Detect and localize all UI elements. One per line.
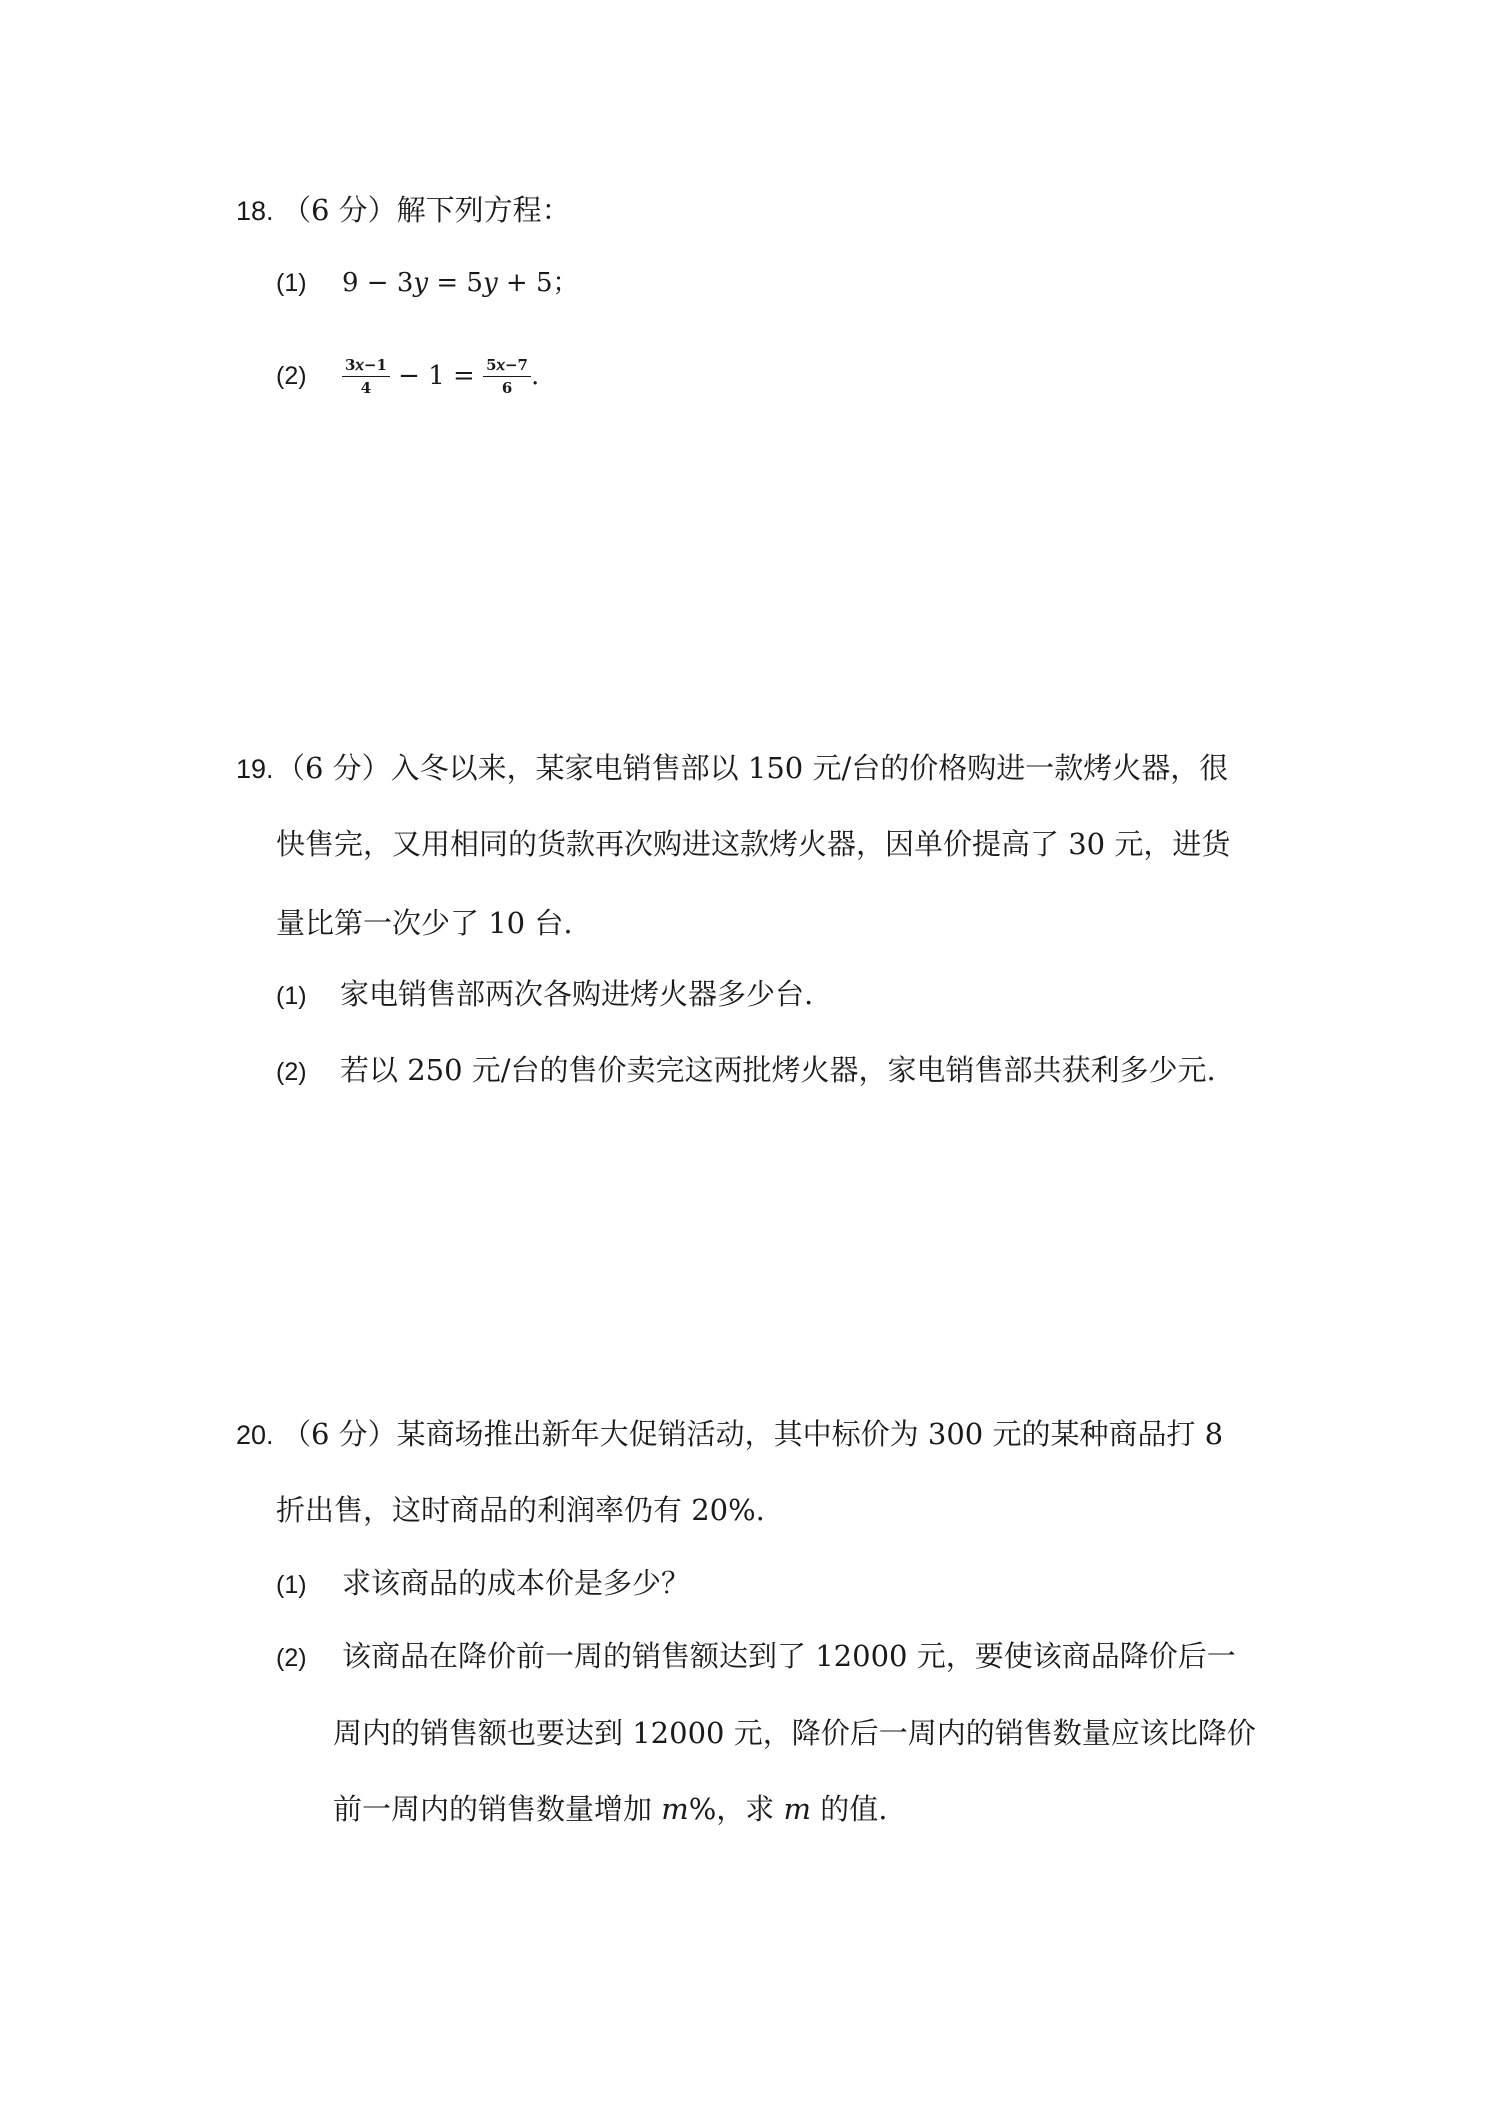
q19-line-3 (276, 903, 573, 943)
q18-number: 18. (236, 196, 274, 226)
q20-part1-text: 求该商品的成本价是多少？ (342, 1566, 691, 1600)
q19-part1 (276, 974, 813, 1016)
q20-part1 (276, 1563, 690, 1605)
q18-fraction-right-denominator: 6 (501, 378, 513, 397)
q18-equation-middle: − 1 = (389, 361, 484, 391)
q19-part1-text: 家电销售部两次各购进烤火器多少台. (340, 977, 814, 1011)
q20-part2-text-2: 周内的销售额也要达到 12000 元，降价后一周内的销售数量应该比降价 (333, 1716, 1256, 1750)
q20-line-1 (236, 1414, 1223, 1455)
q19-part2-text: 若以 250 元/台的售价卖完这两批烤火器，家电销售部共获利多少元. (340, 1053, 1216, 1087)
q20-text-2: 折出售，这时商品的利润率仍有 20%. (276, 1493, 765, 1527)
q19-part2 (276, 1050, 1216, 1092)
q18-header (236, 190, 571, 231)
q18-part2 (276, 354, 539, 397)
q19-part1-label: (1) (276, 982, 307, 1010)
q18-part1-equation: 9 − 3𝑦 = 5𝑦 + 5； (342, 268, 579, 298)
q20-part2-line-3 (333, 1789, 887, 1829)
q19-text-3: 量比第一次少了 10 台. (276, 906, 573, 940)
q20-part2-text-1: 该商品在降价前一周的销售额达到了 12000 元，要使该商品降价后一 (342, 1639, 1236, 1673)
q18-fraction-right (483, 356, 531, 397)
q18-fraction-left-denominator: 4 (360, 378, 372, 397)
q18-fraction-right-numerator: 5𝑥−7 (483, 356, 531, 377)
q18-fraction-left-numerator: 3𝑥−1 (342, 356, 390, 377)
q18-fraction-left (342, 356, 390, 397)
q20-part1-label: (1) (276, 1571, 307, 1599)
q20-part2-text-3: 前一周内的销售数量增加 𝑚%，求 𝑚 的值. (333, 1792, 888, 1826)
q18-equation-end: . (530, 361, 540, 391)
q18-header-text: （6 分）解下列方程： (282, 193, 571, 227)
q18-part1 (276, 261, 579, 303)
q19-text-1: （6 分）入冬以来，某家电销售部以 150 元/台的价格购进一款烤火器，很 (276, 751, 1229, 785)
q20-line-2 (276, 1490, 765, 1530)
q20-text-1: （6 分）某商场推出新年大促销活动，其中标价为 300 元的某种商品打 8 (282, 1417, 1224, 1451)
q20-number: 20. (236, 1420, 274, 1450)
q20-part2-line-2 (333, 1713, 1256, 1753)
q19-part2-label: (2) (276, 1058, 307, 1086)
q19-text-2: 快售完，又用相同的货款再次购进这款烤火器，因单价提高了 30 元，进货 (276, 827, 1231, 861)
q19-line-1 (236, 748, 1228, 789)
q19-line-2 (276, 824, 1230, 864)
q20-part2-label: (2) (276, 1644, 307, 1672)
q19-number: 19. (236, 754, 274, 784)
q18-part2-label: (2) (276, 362, 307, 390)
q18-part1-label: (1) (276, 269, 307, 297)
q20-part2-line-1 (276, 1636, 1236, 1678)
